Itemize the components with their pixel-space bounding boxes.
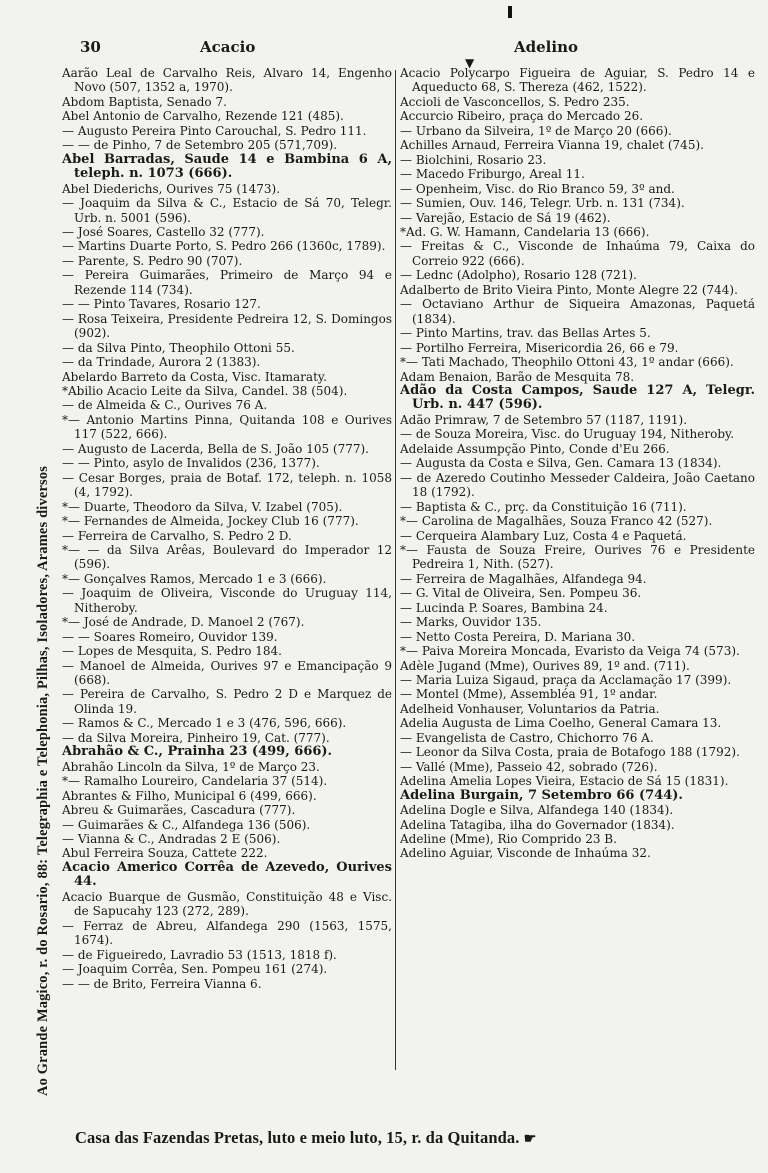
directory-entry: — Augusta da Costa e Silva, Gen. Camara 13 (1834). <box>400 456 722 471</box>
directory-entry: — Pinto Martins, trav. das Bellas Artes 5. <box>400 326 651 341</box>
directory-entry: *— Fernandes de Almeida, Jockey Club 16 (777). <box>62 514 359 529</box>
directory-entry: Acacio Polycarpo Figueira de Aguiar, S. Pedro 14 e Aqueducto 68, S. Thereza (462, 1522). <box>400 66 755 95</box>
directory-entry: — Augusto Pereira Pinto Carouchal, S. Pedro 111. <box>62 123 367 138</box>
directory-entry: Adèle Jugand (Mme), Ourives 89, 1º and. (711). <box>400 658 690 673</box>
directory-entry: — Biolchini, Rosario 23. <box>400 152 547 167</box>
sidebar-ad-text: Ao Grande Magico, r. do Rosario, 88: Telegraphia e Telephonia, Pilhas, Isoladores, Arames diversos <box>35 465 51 1096</box>
directory-entry: — Marks, Ouvidor 135. <box>400 615 542 630</box>
directory-entry: — Evangelista de Castro, Chichorro 76 A. <box>400 730 654 745</box>
directory-entry: — Guimarães & C., Alfandega 136 (506). <box>62 817 311 832</box>
directory-entry: — Varejão, Estacio de Sá 19 (462). <box>400 210 611 225</box>
directory-entry: Adelino Aguiar, Visconde de Inhaúma 32. <box>400 846 651 861</box>
directory-entry: — Ramos & C., Mercado 1 e 3 (476, 596, 666). <box>62 716 347 731</box>
directory-entry: — Lednc (Adolpho), Rosario 128 (721). <box>400 268 637 283</box>
directory-entry: — — Pinto, asylo de Invalidos (236, 1377). <box>62 456 320 471</box>
right-column <box>400 66 755 1066</box>
directory-entry: Abel Antonio de Carvalho, Rezende 121 (485). <box>62 109 344 124</box>
directory-entry: — Pereira Guimarães, Primeiro de Março 94 e Rezende 114 (734). <box>62 268 392 297</box>
directory-entry: *— Gonçalves Ramos, Mercado 1 e 3 (666). <box>62 571 327 586</box>
directory-entry: — da Trindade, Aurora 2 (1383). <box>62 355 261 370</box>
directory-entry: — — Pinto Tavares, Rosario 127. <box>62 297 261 312</box>
directory-entry: — Cesar Borges, praia de Botaf. 172, teleph. n. 1058 (4, 1792). <box>62 470 392 500</box>
directory-entry: — — de Pinho, 7 de Setembro 205 (571,709). <box>62 138 338 153</box>
directory-entry: — Sumien, Ouv. 146, Telegr. Urb. n. 131 (734). <box>400 196 685 211</box>
directory-entry: — Martins Duarte Porto, S. Pedro 266 (1360c, 1789). <box>62 239 386 254</box>
directory-entry: — — Soares Romeiro, Ouvidor 139. <box>62 629 278 644</box>
directory-entry: *Abilio Acacio Leite da Silva, Candel. 38 (504). <box>62 383 348 398</box>
directory-entry: — Joaquim da Silva & C., Estacio de Sá 70, Telegr. Urb. n. 5001 (596). <box>62 196 392 225</box>
left-column <box>62 66 392 1066</box>
directory-entry: — Netto Costa Pereira, D. Mariana 30. <box>400 629 636 644</box>
directory-entry: — Montel (Mme), Assembléa 91, 1º andar. <box>400 687 658 702</box>
directory-entry: Abel Diederichs, Ourives 75 (1473). <box>62 181 281 196</box>
directory-entry: — Pereira de Carvalho, S. Pedro 2 D e Marquez de Olinda 19. <box>62 687 392 716</box>
directory-entry: — Maria Luiza Sigaud, praça da Acclamação 17 (399). <box>400 673 732 688</box>
directory-entry: — Openheim, Visc. do Rio Branco 59, 3º and. <box>400 181 675 196</box>
left-guide-word: Acacio <box>200 38 256 56</box>
directory-entry: — Portilho Ferreira, Misericordia 26, 66 e 79. <box>400 340 679 355</box>
directory-entry: — da Silva Pinto, Theophilo Ottoni 55. <box>62 340 295 355</box>
directory-entry: Adelaide Assumpção Pinto, Conde d'Eu 266. <box>400 441 670 456</box>
directory-entry: — Ferreira de Magalhães, Alfandega 94. <box>400 571 647 586</box>
page-number: 30 <box>80 38 101 56</box>
pointing-hand-icon: ☛ <box>523 1132 537 1147</box>
directory-entry: Achilles Arnaud, Ferreira Vianna 19, chalet (745). <box>400 138 704 153</box>
directory-entry: — Macedo Friburgo, Areal 11. <box>400 167 585 182</box>
directory-entry: — de Figueiredo, Lavradio 53 (1513, 1818 f). <box>62 947 337 962</box>
directory-entry: Adelheid Vonhauser, Voluntarios da Patria. <box>400 701 660 716</box>
directory-entry: — de Souza Moreira, Visc. do Uruguay 194, Nitheroby. <box>400 427 735 442</box>
directory-entry: *— Duarte, Theodoro da Silva, V. Izabel (705). <box>62 499 343 514</box>
directory-entry: Adelina Amelia Lopes Vieira, Estacio de Sá 15 (1831). <box>400 774 729 789</box>
directory-entry: — Lopes de Mesquita, S. Pedro 184. <box>62 644 282 659</box>
ink-mark <box>508 6 512 18</box>
directory-entry: Adelia Augusta de Lima Coelho, General Camara 13. <box>400 716 722 731</box>
directory-entry: — Ferreira de Carvalho, S. Pedro 2 D. <box>62 528 292 543</box>
directory-entry: Abul Ferreira Souza, Cattete 222. <box>62 846 268 861</box>
sidebar-advertisement <box>30 60 56 1100</box>
directory-entry: *— — da Silva Arêas, Boulevard do Imperador 12 (596). <box>62 542 392 572</box>
ink-arrow-mark: ▼ <box>465 56 475 70</box>
directory-entry: — de Almeida & C., Ourives 76 A. <box>62 398 268 413</box>
directory-entry: Abrahão Lincoln da Silva, 1º de Março 23. <box>62 759 320 774</box>
directory-entry: — Vianna & C., Andradas 2 E (506). <box>62 832 281 847</box>
directory-entry: Adelina Tatagiba, ilha do Governador (1834). <box>400 817 675 832</box>
directory-entry: — Urbano da Silveira, 1º de Março 20 (666). <box>400 123 672 138</box>
directory-entry: — da Silva Moreira, Pinheiro 19, Cat. (777). <box>62 730 330 745</box>
directory-entry: — Joaquim Corrêa, Sen. Pompeu 161 (274). <box>62 962 328 977</box>
footer-text: Casa das Fazendas Pretas, luto e meio luto, 15, r. da Quitanda. <box>75 1128 520 1147</box>
column-divider <box>395 70 396 1070</box>
directory-entry: *— Fausta de Souza Freire, Ourives 76 e Presidente Pedreira 1, Nith. (527). <box>400 542 755 572</box>
directory-entry: Abdom Baptista, Senado 7. <box>62 94 227 109</box>
directory-entry: Aarão Leal de Carvalho Reis, Alvaro 14, Engenho Novo (507, 1352 a, 1970). <box>62 66 392 95</box>
directory-entry: — Leonor da Silva Costa, praia de Botafogo 188 (1792). <box>400 745 740 760</box>
directory-entry: *— Tati Machado, Theophilo Ottoni 43, 1º andar (666). <box>400 355 734 370</box>
directory-entry: Abrahão & C., Prainha 23 (499, 666). <box>62 744 333 760</box>
directory-entry: — Octaviano Arthur de Siqueira Amazonas, Paquetá (1834). <box>400 297 755 326</box>
directory-entry: *— Ramalho Loureiro, Candelaria 37 (514). <box>62 774 328 789</box>
directory-entry: — Cerqueira Alambary Luz, Costa 4 e Paquetá. <box>400 528 687 543</box>
directory-entry: — Augusto de Lacerda, Bella de S. João 105 (777). <box>62 441 369 456</box>
directory-entry: *— Carolina de Magalhães, Souza Franco 42 (527). <box>400 514 713 529</box>
directory-entry: — de Azeredo Coutinho Messeder Caldeira, João Caetano 18 (1792). <box>400 470 755 500</box>
directory-entry: Abelardo Barreto da Costa, Visc. Itamaraty. <box>62 369 327 384</box>
directory-entry: — Vallé (Mme), Passeio 42, sobrado (726). <box>400 759 658 774</box>
directory-entry: Abreu & Guimarães, Cascadura (777). <box>62 803 296 818</box>
directory-entry: — — de Brito, Ferreira Vianna 6. <box>62 976 262 991</box>
directory-entry: — Manoel de Almeida, Ourives 97 e Emancipação 9 (668). <box>62 658 392 688</box>
directory-entry: *Ad. G. W. Hamann, Candelaria 13 (666). <box>400 224 650 239</box>
directory-entry: — Freitas & C., Visconde de Inhaúma 79, Caixa do Correio 922 (666). <box>400 239 755 268</box>
directory-entry: Adelina Dogle e Silva, Alfandega 140 (1834). <box>400 803 674 818</box>
directory-entry: Abel Barradas, Saude 14 e Bambina 6 A, teleph. n. 1073 (666). <box>62 151 392 182</box>
directory-entry: — Joaquim de Oliveira, Visconde do Uruguay 114, Nitheroby. <box>62 586 392 615</box>
footer-advertisement <box>75 1128 755 1148</box>
directory-entry: Adão Primraw, 7 de Setembro 57 (1187, 1191). <box>400 412 688 427</box>
directory-entry: — José Soares, Castello 32 (777). <box>62 224 265 239</box>
directory-entry: Adam Benaion, Barão de Mesquita 78. <box>400 369 635 384</box>
directory-entry: — Ferraz de Abreu, Alfandega 290 (1563, 1575, 1674). <box>62 918 392 948</box>
directory-entry: *— Antonio Martins Pinna, Quitanda 108 e Ourives 117 (522, 666). <box>62 412 392 442</box>
directory-entry: Accurcio Ribeiro, praça do Mercado 26. <box>400 109 644 124</box>
directory-entry: — Baptista & C., prç. da Constituição 16 (711). <box>400 499 687 514</box>
directory-entry: — Lucinda P. Soares, Bambina 24. <box>400 600 608 615</box>
directory-entry: — Rosa Teixeira, Presidente Pedreira 12, S. Domingos (902). <box>62 311 392 341</box>
directory-entry: Adalberto de Brito Vieira Pinto, Monte Alegre 22 (744). <box>400 282 738 297</box>
directory-entry: Adelina Burgain, 7 Setembro 66 (744). <box>400 787 683 803</box>
directory-entry: Acacio Americo Corrêa de Azevedo, Ourives 44. <box>62 859 392 890</box>
directory-entry: Acacio Buarque de Gusmão, Constituição 48 e Visc. de Sapucahy 123 (272, 289). <box>62 889 392 919</box>
right-guide-word: Adelino <box>514 38 578 56</box>
directory-entry: Abrantes & Filho, Municipal 6 (499, 666). <box>62 788 317 803</box>
directory-entry: Adão da Costa Campos, Saude 127 A, Telegr. Urb. n. 447 (596). <box>400 382 755 413</box>
directory-entry: — G. Vital de Oliveira, Sen. Pompeu 36. <box>400 586 642 601</box>
directory-entry: — Parente, S. Pedro 90 (707). <box>62 253 243 268</box>
directory-entry: *— José de Andrade, D. Manoel 2 (767). <box>62 615 305 630</box>
directory-entry: Adeline (Mme), Rio Comprido 23 B. <box>400 832 617 847</box>
directory-entry: Accioli de Vasconcellos, S. Pedro 235. <box>400 94 630 109</box>
directory-entry: *— Paiva Moreira Moncada, Evaristo da Veiga 74 (573). <box>400 644 740 659</box>
